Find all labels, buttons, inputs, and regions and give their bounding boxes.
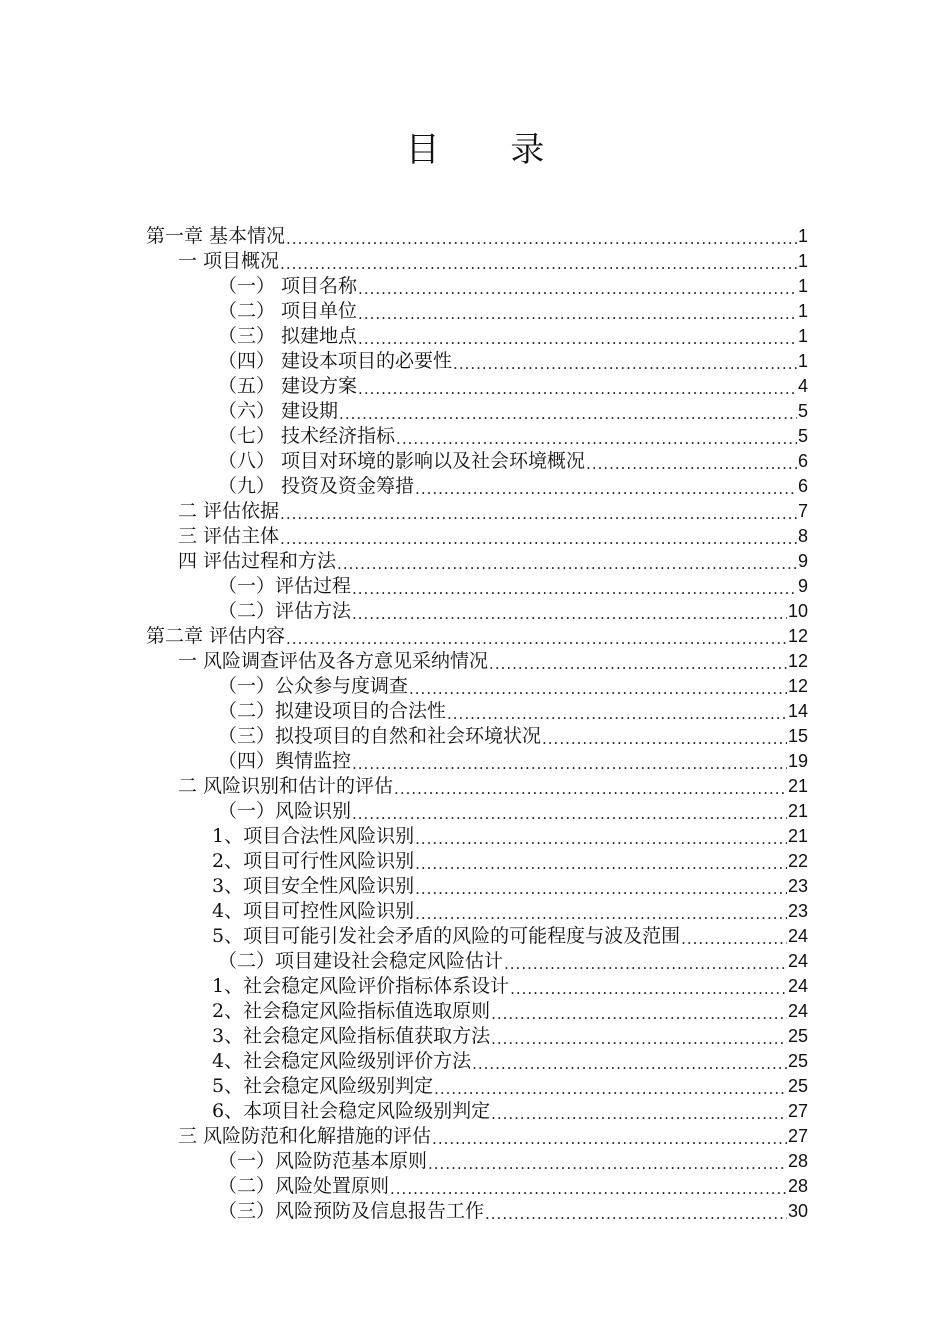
toc-entry-page: 8 (797, 526, 808, 546)
dot-leader (352, 605, 787, 623)
toc-entry-text: 1、社会稳定风险评价指标体系设计 (212, 975, 510, 997)
toc-entry[interactable] (218, 274, 808, 298)
dot-leader (286, 230, 797, 248)
toc-entry[interactable] (218, 1149, 808, 1173)
toc-entry-text: （三）风险预防及信息报告工作 (218, 1200, 485, 1222)
dot-leader (415, 480, 797, 498)
toc-entry-page: 1 (797, 251, 808, 271)
toc-entry-text: 3、社会稳定风险指标值获取方法 (212, 1025, 491, 1047)
toc-entry-text: （一）评估过程 (218, 575, 352, 597)
toc-entry-page: 12 (787, 676, 808, 696)
dot-leader (453, 355, 797, 373)
dot-leader (390, 1180, 787, 1198)
toc-entry-text: 第二章 评估内容 (146, 625, 286, 647)
toc-entry-page: 21 (787, 801, 808, 821)
toc-entry-page: 6 (797, 476, 808, 496)
toc-entry-page: 1 (797, 226, 808, 246)
toc-entry[interactable] (218, 349, 808, 373)
dot-leader (434, 1080, 787, 1098)
toc-title: 目 录 (405, 130, 575, 170)
toc-entry[interactable] (178, 549, 808, 573)
dot-leader (358, 280, 797, 298)
toc-entry[interactable] (146, 224, 808, 248)
dot-leader (485, 1205, 787, 1223)
toc-entry-text: 一 项目概况 (178, 250, 280, 272)
toc-entry-page: 27 (787, 1126, 808, 1146)
dot-leader (489, 655, 787, 673)
toc-entry-text: （七） 技术经济指标 (218, 425, 396, 447)
toc-entry-page: 21 (787, 826, 808, 846)
dot-leader (432, 1130, 787, 1148)
dot-leader (286, 630, 787, 648)
dot-leader (681, 930, 787, 948)
toc-entry[interactable] (212, 874, 808, 898)
toc-entry[interactable] (146, 624, 808, 648)
toc-entry-page: 23 (787, 876, 808, 896)
toc-entry-page: 28 (787, 1176, 808, 1196)
toc-entry-page: 1 (797, 351, 808, 371)
toc-entry-text: （六） 建设期 (218, 400, 339, 422)
toc-entry[interactable] (218, 724, 808, 748)
toc-entry[interactable] (212, 1099, 808, 1123)
toc-entry-page: 9 (797, 551, 808, 571)
toc-entry-text: 三 评估主体 (178, 525, 280, 547)
toc-entry[interactable] (218, 799, 808, 823)
toc-entry-page: 28 (787, 1151, 808, 1171)
toc-entry-page: 24 (787, 976, 808, 996)
toc-entry-text: 1、项目合法性风险识别 (212, 825, 415, 847)
dot-leader (510, 980, 787, 998)
toc-entry[interactable] (218, 599, 808, 623)
toc-entry-page: 7 (797, 501, 808, 521)
toc-entry-text: 2、社会稳定风险指标值选取原则 (212, 1000, 491, 1022)
toc-entry[interactable] (218, 374, 808, 398)
toc-entry[interactable] (218, 1199, 808, 1223)
toc-entry-page: 6 (797, 451, 808, 471)
toc-entry-page: 22 (787, 851, 808, 871)
dot-leader (394, 780, 787, 798)
toc-entry-page: 1 (797, 326, 808, 346)
toc-entry-page: 5 (797, 426, 808, 446)
toc-entry-page: 27 (787, 1101, 808, 1121)
dot-leader (491, 1105, 787, 1123)
toc-entry-text: （三）拟投项目的自然和社会环境状况 (218, 725, 542, 747)
toc-entry-text: （四） 建设本项目的必要性 (218, 350, 453, 372)
dot-leader (352, 805, 787, 823)
dot-leader (409, 680, 787, 698)
dot-leader (472, 1055, 787, 1073)
toc-entry-page: 14 (787, 701, 808, 721)
toc-entry[interactable] (218, 399, 808, 423)
toc-entry-page: 1 (797, 276, 808, 296)
toc-entry-text: （一） 项目名称 (218, 275, 358, 297)
toc-entry-text: （一）公众参与度调查 (218, 675, 409, 697)
toc-entry-text: （一）风险识别 (218, 800, 352, 822)
toc-entry-text: （一）风险防范基本原则 (218, 1150, 428, 1172)
toc-entry[interactable] (218, 949, 808, 973)
toc-entry-text: 二 评估依据 (178, 500, 280, 522)
dot-leader (415, 905, 787, 923)
toc-entry[interactable] (212, 849, 808, 873)
toc-entry[interactable] (178, 649, 808, 673)
dot-leader (280, 530, 797, 548)
toc-entry[interactable] (212, 1049, 808, 1073)
toc-entry[interactable] (178, 1124, 808, 1148)
toc-entry-page: 9 (797, 576, 808, 596)
toc-entry-text: 5、项目可能引发社会矛盾的风险的可能程度与波及范围 (212, 925, 681, 947)
toc-entry[interactable] (218, 324, 808, 348)
toc-entry[interactable] (212, 1024, 808, 1048)
dot-leader (415, 855, 787, 873)
toc-entry-text: 4、社会稳定风险级别评价方法 (212, 1050, 472, 1072)
toc-entry-text: （四）舆情监控 (218, 750, 352, 772)
toc-entry-page: 21 (787, 776, 808, 796)
toc-entry-page: 5 (797, 401, 808, 421)
toc-entry-text: 第一章 基本情况 (146, 225, 286, 247)
toc-entry-text: （二）风险处置原则 (218, 1175, 390, 1197)
toc-entry-page: 25 (787, 1076, 808, 1096)
toc-entry-text: （二）项目建设社会稳定风险估计 (218, 950, 504, 972)
dot-leader (352, 580, 797, 598)
dot-leader (358, 330, 797, 348)
toc-entry-page: 24 (787, 926, 808, 946)
toc-entry-text: 四 评估过程和方法 (178, 550, 337, 572)
toc-entry[interactable] (212, 824, 808, 848)
toc-entry-page: 25 (787, 1026, 808, 1046)
toc-entry[interactable] (218, 299, 808, 323)
toc-entry-page: 4 (797, 376, 808, 396)
dot-leader (358, 305, 797, 323)
dot-leader (491, 1005, 787, 1023)
toc-entry[interactable] (212, 974, 808, 998)
toc-entry-text: 二 风险识别和估计的评估 (178, 775, 394, 797)
toc-entry[interactable] (212, 899, 808, 923)
dot-leader (504, 955, 787, 973)
toc-entry-page: 19 (787, 751, 808, 771)
toc-entry-page: 23 (787, 901, 808, 921)
toc-entry-text: （二） 项目单位 (218, 300, 358, 322)
toc-entry[interactable] (218, 474, 808, 498)
dot-leader (280, 505, 797, 523)
toc-entry[interactable] (178, 774, 808, 798)
dot-leader (415, 830, 787, 848)
toc-entry[interactable] (212, 999, 808, 1023)
toc-entry-text: 三 风险防范和化解措施的评估 (178, 1125, 432, 1147)
dot-leader (428, 1155, 787, 1173)
toc-entry-page: 30 (787, 1201, 808, 1221)
toc-entry[interactable] (218, 574, 808, 598)
dot-leader (358, 380, 797, 398)
toc-entry[interactable] (178, 499, 808, 523)
toc-entry-text: （三） 拟建地点 (218, 325, 358, 347)
toc-entry[interactable] (212, 1074, 808, 1098)
toc-entry-text: （八） 项目对环境的影响以及社会环境概况 (218, 450, 586, 472)
toc-entry-text: 4、项目可控性风险识别 (212, 900, 415, 922)
dot-leader (352, 755, 787, 773)
toc-entry-text: 2、项目可行性风险识别 (212, 850, 415, 872)
dot-leader (337, 555, 797, 573)
toc-entry[interactable] (178, 249, 808, 273)
toc-entry-text: 6、本项目社会稳定风险级别判定 (212, 1100, 491, 1122)
toc-entry-text: 3、项目安全性风险识别 (212, 875, 415, 897)
toc-entry-page: 12 (787, 651, 808, 671)
toc-entry-text: （二）评估方法 (218, 600, 352, 622)
dot-leader (280, 255, 797, 273)
toc-entry-page: 25 (787, 1051, 808, 1071)
dot-leader (542, 730, 787, 748)
dot-leader (447, 705, 787, 723)
toc-entry-page: 10 (787, 601, 808, 621)
toc-entry-page: 12 (787, 626, 808, 646)
toc-entry[interactable] (218, 424, 808, 448)
toc-entry-page: 1 (797, 301, 808, 321)
dot-leader (491, 1030, 787, 1048)
toc-entry[interactable] (218, 449, 808, 473)
toc-entry-text: （二）拟建设项目的合法性 (218, 700, 447, 722)
toc-entry[interactable] (218, 749, 808, 773)
toc-entry-text: （九） 投资及资金筹措 (218, 475, 415, 497)
toc-entry[interactable] (178, 524, 808, 548)
toc-entry-text: 一 风险调查评估及各方意见采纳情况 (178, 650, 489, 672)
toc-entry[interactable] (218, 1174, 808, 1198)
toc-entry[interactable] (212, 924, 808, 948)
dot-leader (339, 405, 797, 423)
dot-leader (415, 880, 787, 898)
dot-leader (396, 430, 797, 448)
toc-entry-page: 24 (787, 1001, 808, 1021)
toc-entry-page: 24 (787, 951, 808, 971)
toc-entry[interactable] (218, 699, 808, 723)
toc-entry[interactable] (218, 674, 808, 698)
toc-entry-page: 15 (787, 726, 808, 746)
toc-entry-text: （五） 建设方案 (218, 375, 358, 397)
dot-leader (586, 455, 797, 473)
toc-entry-text: 5、社会稳定风险级别判定 (212, 1075, 434, 1097)
